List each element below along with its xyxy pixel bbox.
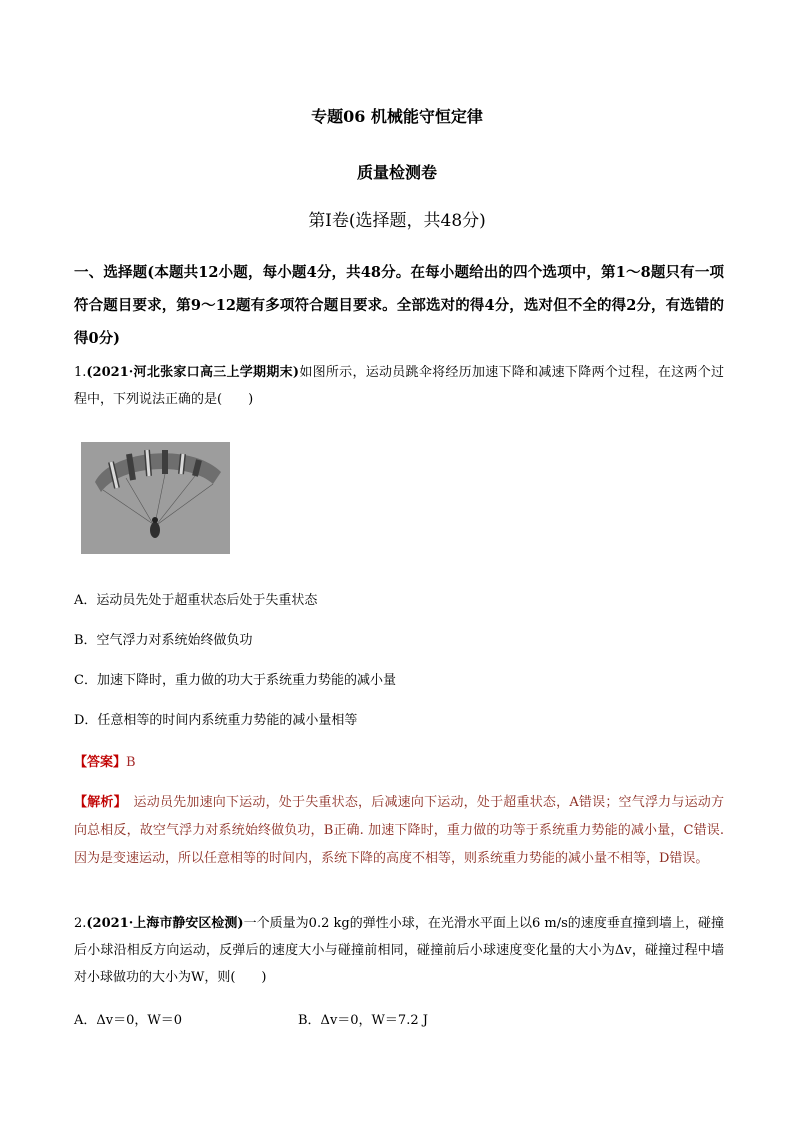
parachute-illustration (81, 442, 230, 554)
question-1-option-d: D．任意相等的时间内系统重力势能的减小量相等 (74, 713, 358, 728)
topic-title: 专题06 机械能守恒定律 (311, 107, 483, 126)
question-2 (74, 910, 724, 991)
section-instructions: 一、选择题(本题共12小题，每小题4分，共48分。在每小题给出的四个选项中，第1～8题只有一项符合题目要求，第9～12题有多项符合题目要求。全部选对的得4分，选对但不全的得2分，有选错的得0分) (74, 264, 724, 347)
parachutist-photo (81, 442, 230, 554)
question-1-number: 1. (74, 365, 87, 380)
question-1-answer (74, 751, 136, 770)
question-1-explanation (74, 789, 724, 873)
part-heading: 第Ⅰ卷(选择题，共48分) (308, 211, 486, 231)
answer-value: B (126, 755, 136, 770)
explanation-label: 【解析】 (74, 795, 121, 810)
question-1-source: (2021·河北张家口高三上学期期末) (86, 365, 300, 380)
question-2-option-a: A．Δv＝0，W＝0 (74, 1013, 183, 1028)
question-2-option-b: B．Δv＝0，W＝7.2 J (298, 1013, 428, 1028)
question-1-option-a: A．运动员先处于超重状态后处于失重状态 (74, 593, 318, 608)
question-1-option-b: B．空气浮力对系统始终做负功 (74, 633, 253, 648)
explanation-text: 运动员先加速向下运动，处于失重状态，后减速向下运动，处于超重状态，A错误；空气浮力与运动方向总相反，故空气浮力对系统始终做负功，B正确. 加速下降时，重力做的功等于系统重力势能的减小量，C错误. 因为是变速运动，所以任意相等的时间内，系统下降的高度不相等，则系统重力势能的减小量不相等，D错误。 (74, 795, 724, 866)
answer-label: 【答案】 (74, 755, 127, 770)
exam-subtitle: 质量检测卷 (356, 163, 437, 182)
question-1-stem: 如图所示，运动员跳伞将经历加速下降和减速下降两个过程，在这两个过程中，下列说法正确的是( ) (74, 365, 724, 407)
question-2-stem: 一个质量为0.2 kg的弹性小球，在光滑水平面上以6 m/s的速度垂直撞到墙上，碰撞后小球沿相反方向运动，反弹后的速度大小与碰撞前相同，碰撞前后小球速度变化量的大小为Δv，碰撞过程中墙对小球做功的大小为W，则( ) (74, 916, 724, 985)
question-1-option-c: C．加速下降时，重力做的功大于系统重力势能的减小量 (74, 673, 396, 688)
question-1 (74, 359, 724, 413)
question-2-number: 2. (74, 916, 87, 931)
question-2-source: (2021·上海市静安区检测) (86, 916, 244, 931)
